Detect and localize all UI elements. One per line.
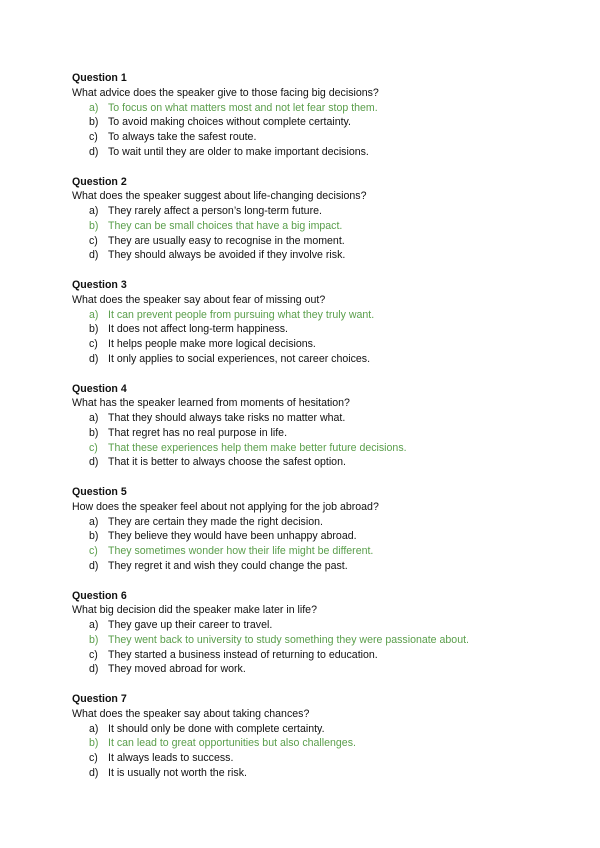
option-letter: c) <box>89 131 98 144</box>
answer-options <box>72 515 572 574</box>
question-4-option-b <box>72 426 572 441</box>
question-1-option-b <box>72 115 572 130</box>
answer-options <box>72 308 572 367</box>
option-letter: b) <box>89 219 99 232</box>
question-text: What does the speaker say about taking chances? <box>72 707 310 720</box>
question-5-option-b <box>72 529 572 544</box>
option-text: They went back to university to study something they were passionate about. <box>108 633 469 646</box>
question-text: What big decision did the speaker make later in life? <box>72 604 317 617</box>
option-text: It helps people make more logical decisions. <box>108 338 316 351</box>
question-6 <box>72 589 572 693</box>
quiz-page <box>72 71 572 796</box>
option-letter: d) <box>89 456 99 469</box>
option-text: It should only be done with complete certainty. <box>108 722 325 735</box>
question-1-option-a <box>72 101 572 116</box>
option-letter: a) <box>89 205 99 218</box>
question-7-option-b <box>72 736 572 751</box>
option-letter: c) <box>89 338 98 351</box>
answer-options <box>72 722 572 781</box>
question-7-option-a <box>72 722 572 737</box>
option-text: It only applies to social experiences, not career choices. <box>108 352 371 365</box>
option-letter: c) <box>89 234 98 247</box>
option-text: To always take the safest route. <box>108 131 257 144</box>
question-7 <box>72 692 572 796</box>
question-2-option-c <box>72 234 572 249</box>
option-text: They are usually easy to recognise in the moment. <box>108 234 345 247</box>
question-text: How does the speaker feel about not applying for the job abroad? <box>72 500 379 513</box>
option-text: It is usually not worth the risk. <box>108 766 247 779</box>
option-text: They started a business instead of returning to education. <box>108 648 378 661</box>
option-letter: a) <box>89 619 99 632</box>
option-letter: d) <box>89 663 99 676</box>
option-letter: b) <box>89 116 99 129</box>
option-text: It always leads to success. <box>108 752 234 765</box>
answer-options <box>72 411 572 470</box>
question-1-option-d <box>72 145 572 160</box>
question-text: What has the speaker learned from moments of hesitation? <box>72 397 350 410</box>
question-text: What does the speaker say about fear of missing out? <box>72 293 326 306</box>
question-4-option-a <box>72 411 572 426</box>
question-4 <box>72 382 572 486</box>
question-4-option-c <box>72 441 572 456</box>
question-title: Question 2 <box>72 175 127 188</box>
question-1 <box>72 71 572 175</box>
question-4-option-d <box>72 455 572 470</box>
option-text: It can prevent people from pursuing what they truly want. <box>108 308 375 321</box>
question-1-option-c <box>72 130 572 145</box>
question-title: Question 7 <box>72 693 127 705</box>
answer-options <box>72 101 572 160</box>
option-letter: a) <box>89 101 99 114</box>
option-letter: b) <box>89 426 99 439</box>
question-7-option-c <box>72 751 572 766</box>
question-6-option-b <box>72 633 572 648</box>
option-text: They believe they would have been unhappy abroad. <box>108 530 357 543</box>
answer-options <box>72 204 572 263</box>
question-7-option-d <box>72 766 572 781</box>
question-2-option-a <box>72 204 572 219</box>
option-text: They sometimes wonder how their life might be different. <box>108 545 374 558</box>
option-text: To focus on what matters most and not let fear stop them. <box>108 101 378 114</box>
option-text: They regret it and wish they could change the past. <box>108 559 348 572</box>
option-letter: b) <box>89 633 99 646</box>
option-letter: c) <box>89 545 98 558</box>
question-5-option-c <box>72 544 572 559</box>
question-6-option-c <box>72 648 572 663</box>
question-text: What does the speaker suggest about life-changing decisions? <box>72 190 367 203</box>
option-letter: a) <box>89 412 99 425</box>
option-letter: c) <box>89 648 98 661</box>
option-letter: b) <box>89 323 99 336</box>
question-text: What advice does the speaker give to those facing big decisions? <box>72 86 379 99</box>
option-letter: d) <box>89 145 99 158</box>
option-text: That it is better to always choose the safest option. <box>108 456 346 469</box>
option-text: They gave up their career to travel. <box>108 619 273 632</box>
question-5 <box>72 485 572 589</box>
question-6-option-d <box>72 662 572 677</box>
option-letter: c) <box>89 441 98 454</box>
question-3-option-c <box>72 337 572 352</box>
option-text: To avoid making choices without complete certainty. <box>108 116 351 129</box>
option-text: That regret has no real purpose in life. <box>108 426 288 439</box>
question-3-option-b <box>72 322 572 337</box>
question-2 <box>72 175 572 279</box>
option-text: It does not affect long-term happiness. <box>108 323 289 336</box>
option-letter: b) <box>89 737 99 750</box>
option-text: They moved abroad for work. <box>108 663 246 676</box>
option-letter: d) <box>89 766 99 779</box>
answer-options <box>72 618 572 677</box>
option-text: It can lead to great opportunities but also challenges. <box>108 737 356 750</box>
question-3 <box>72 278 572 382</box>
option-letter: a) <box>89 515 99 528</box>
question-title: Question 5 <box>72 486 127 498</box>
option-letter: b) <box>89 530 99 543</box>
question-6-option-a <box>72 618 572 633</box>
option-text: They should always be avoided if they involve risk. <box>108 249 346 262</box>
question-title: Question 6 <box>72 589 127 602</box>
option-text: That they should always take risks no matter what. <box>108 412 346 425</box>
question-list <box>72 71 572 796</box>
question-2-option-d <box>72 248 572 263</box>
option-letter: d) <box>89 352 99 365</box>
option-letter: d) <box>89 559 99 572</box>
question-5-option-a <box>72 515 572 530</box>
question-title: Question 4 <box>72 382 127 395</box>
question-title: Question 1 <box>72 72 127 84</box>
option-text: They can be small choices that have a big impact. <box>108 219 343 232</box>
option-text: They rarely affect a person’s long-term future. <box>108 205 322 218</box>
option-text: They are certain they made the right decision. <box>108 515 323 528</box>
question-2-option-b <box>72 219 572 234</box>
option-text: That these experiences help them make better future decisions. <box>108 441 407 454</box>
question-3-option-a <box>72 308 572 323</box>
option-letter: a) <box>89 308 99 321</box>
option-text: To wait until they are older to make important decisions. <box>108 145 369 158</box>
question-title: Question 3 <box>72 279 127 291</box>
question-5-option-d <box>72 559 572 574</box>
option-letter: c) <box>89 752 98 765</box>
option-letter: d) <box>89 249 99 262</box>
question-3-option-d <box>72 352 572 367</box>
option-letter: a) <box>89 722 99 735</box>
